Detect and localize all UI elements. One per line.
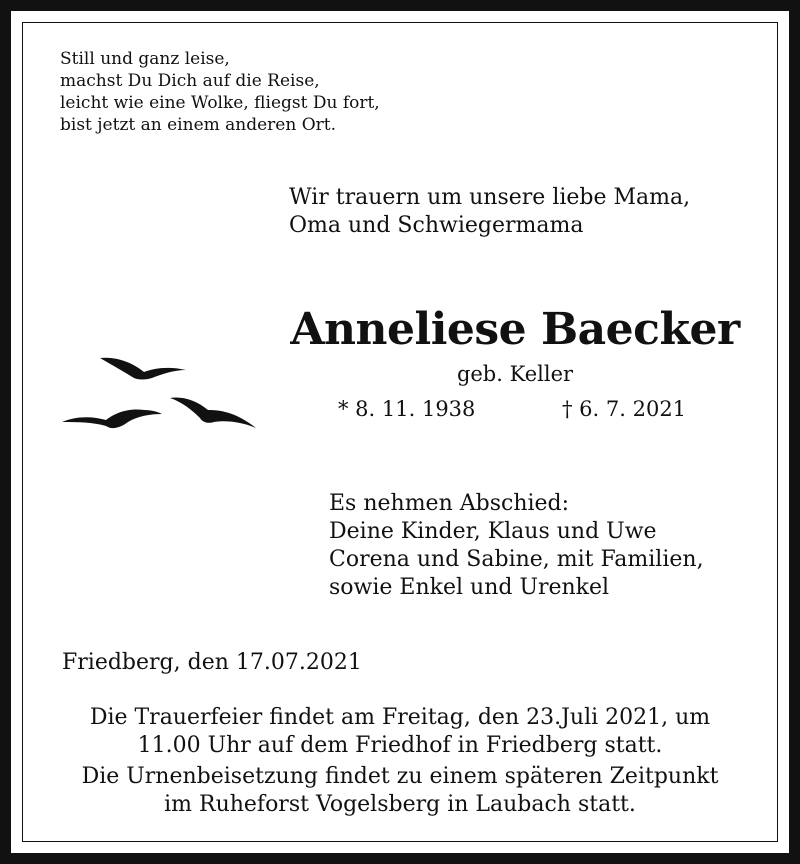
bird-icon (100, 358, 186, 380)
death-date: † 6. 7. 2021 (562, 397, 687, 421)
mourners-line: Es nehmen Abschied: (329, 491, 570, 516)
service-line: im Ruheforst Vogelsberg in Laubach statt. (164, 792, 636, 817)
service-line: Die Trauerfeier findet am Freitag, den 23.Juli 2021, um (89, 705, 711, 730)
service-line: Die Urnenbeisetzung findet zu einem späteren Zeitpunkt (81, 764, 719, 789)
service-line: 11.00 Uhr auf dem Friedhof in Friedberg statt. (137, 733, 663, 758)
deceased-name: Anneliese Baecker (290, 304, 740, 355)
mourners-line: sowie Enkel und Urenkel (329, 575, 610, 600)
poem (60, 48, 380, 136)
bird-icon (170, 398, 256, 429)
place-date: Friedberg, den 17.07.2021 (62, 650, 362, 675)
intro-line: Oma und Schwiegermama (289, 213, 584, 238)
service-info (22, 704, 778, 819)
urn-burial-text (22, 763, 778, 819)
bird-icon (62, 409, 162, 428)
mourning-intro (289, 184, 690, 240)
flying-birds-icon (58, 350, 260, 434)
poem-line: bist jetzt an einem anderen Ort. (60, 115, 337, 135)
poem-line: machst Du Dich auf die Reise, (60, 71, 320, 91)
poem-line: leicht wie eine Wolke, fliegst Du fort, (60, 93, 380, 113)
mourners-list (329, 490, 704, 602)
poem-line: Still und ganz leise, (60, 49, 230, 69)
intro-line: Wir trauern um unsere liebe Mama, (289, 185, 691, 210)
maiden-name: geb. Keller (456, 362, 574, 386)
funeral-service-text (22, 704, 778, 760)
birth-date: * 8. 11. 1938 (338, 397, 476, 421)
mourners-line: Deine Kinder, Klaus und Uwe (329, 519, 657, 544)
mourners-line: Corena und Sabine, mit Familien, (329, 547, 704, 572)
